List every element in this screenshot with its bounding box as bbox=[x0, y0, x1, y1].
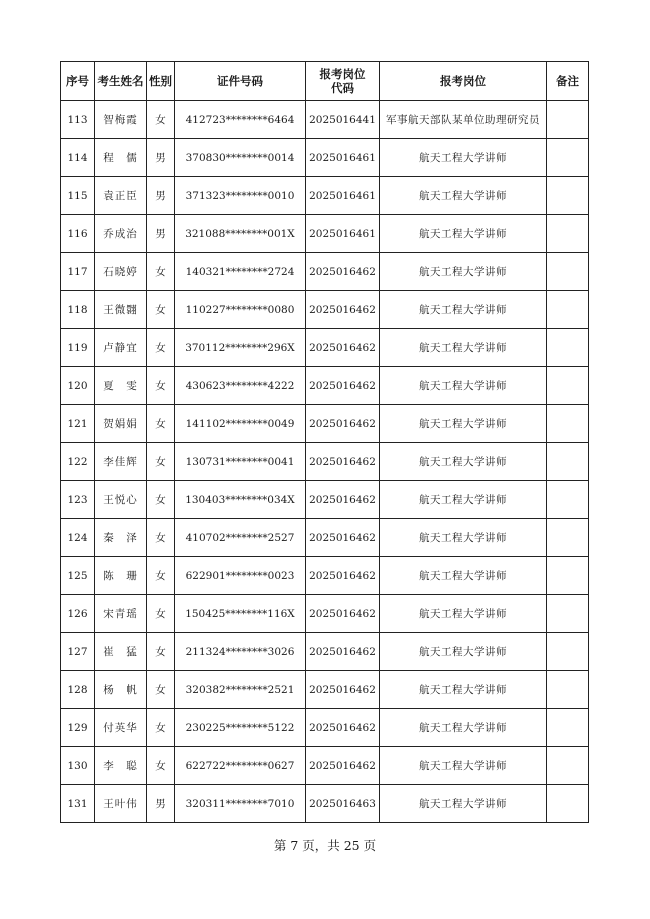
cell-name: 王悦心 bbox=[95, 481, 147, 519]
cell-gender: 女 bbox=[147, 747, 175, 785]
cell-id-number: 371323********0010 bbox=[175, 177, 306, 215]
cell-id-number: 320311********7010 bbox=[175, 785, 306, 823]
cell-id-number: 622901********0023 bbox=[175, 557, 306, 595]
cell-position: 航天工程大学讲师 bbox=[380, 291, 547, 329]
cell-position: 航天工程大学讲师 bbox=[380, 747, 547, 785]
cell-position: 航天工程大学讲师 bbox=[380, 367, 547, 405]
header-name: 考生姓名 bbox=[95, 62, 147, 101]
table-row bbox=[61, 671, 589, 709]
cell-position-code: 2025016462 bbox=[306, 595, 380, 633]
cell-position-code: 2025016462 bbox=[306, 633, 380, 671]
cell-position: 航天工程大学讲师 bbox=[380, 595, 547, 633]
cell-position: 军事航天部队某单位助理研究员 bbox=[380, 101, 547, 139]
cell-position: 航天工程大学讲师 bbox=[380, 177, 547, 215]
cell-position: 航天工程大学讲师 bbox=[380, 557, 547, 595]
cell-name: 卢静宜 bbox=[95, 329, 147, 367]
cell-name: 宋青瑶 bbox=[95, 595, 147, 633]
cell-remarks bbox=[547, 557, 589, 595]
cell-position-code: 2025016462 bbox=[306, 291, 380, 329]
cell-position-code: 2025016462 bbox=[306, 671, 380, 709]
cell-position-code: 2025016461 bbox=[306, 177, 380, 215]
cell-position: 航天工程大学讲师 bbox=[380, 633, 547, 671]
cell-remarks bbox=[547, 747, 589, 785]
cell-index: 129 bbox=[61, 709, 95, 747]
cell-name: 王叶伟 bbox=[95, 785, 147, 823]
table-row bbox=[61, 139, 589, 177]
cell-position-code: 2025016461 bbox=[306, 139, 380, 177]
cell-index: 119 bbox=[61, 329, 95, 367]
header-remarks: 备注 bbox=[547, 62, 589, 101]
cell-gender: 女 bbox=[147, 557, 175, 595]
cell-id-number: 150425********116X bbox=[175, 595, 306, 633]
cell-id-number: 211324********3026 bbox=[175, 633, 306, 671]
cell-remarks bbox=[547, 291, 589, 329]
cell-gender: 女 bbox=[147, 709, 175, 747]
page-number: 第 7 页，共 25 页 bbox=[273, 838, 377, 853]
cell-index: 126 bbox=[61, 595, 95, 633]
cell-id-number: 110227********0080 bbox=[175, 291, 306, 329]
cell-name: 陈 珊 bbox=[95, 557, 147, 595]
cell-index: 118 bbox=[61, 291, 95, 329]
cell-position-code: 2025016462 bbox=[306, 481, 380, 519]
table-row bbox=[61, 101, 589, 139]
header-position-code-line1: 报考岗位 bbox=[319, 67, 366, 81]
header-index: 序号 bbox=[61, 62, 95, 101]
table-row bbox=[61, 519, 589, 557]
cell-position-code: 2025016462 bbox=[306, 443, 380, 481]
cell-index: 131 bbox=[61, 785, 95, 823]
cell-gender: 女 bbox=[147, 671, 175, 709]
cell-index: 115 bbox=[61, 177, 95, 215]
cell-position: 航天工程大学讲师 bbox=[380, 253, 547, 291]
cell-remarks bbox=[547, 405, 589, 443]
table-row bbox=[61, 557, 589, 595]
cell-index: 121 bbox=[61, 405, 95, 443]
cell-remarks bbox=[547, 367, 589, 405]
table-row bbox=[61, 785, 589, 823]
cell-position-code: 2025016463 bbox=[306, 785, 380, 823]
cell-name: 智梅霞 bbox=[95, 101, 147, 139]
table-row bbox=[61, 177, 589, 215]
cell-index: 116 bbox=[61, 215, 95, 253]
cell-name: 李佳辉 bbox=[95, 443, 147, 481]
cell-remarks bbox=[547, 671, 589, 709]
cell-gender: 女 bbox=[147, 329, 175, 367]
cell-position-code: 2025016462 bbox=[306, 709, 380, 747]
cell-gender: 女 bbox=[147, 367, 175, 405]
cell-name: 夏 雯 bbox=[95, 367, 147, 405]
cell-position: 航天工程大学讲师 bbox=[380, 405, 547, 443]
cell-id-number: 430623********4222 bbox=[175, 367, 306, 405]
cell-remarks bbox=[547, 633, 589, 671]
cell-name: 乔成治 bbox=[95, 215, 147, 253]
table-header-row bbox=[61, 62, 589, 101]
cell-remarks bbox=[547, 595, 589, 633]
cell-name: 付英华 bbox=[95, 709, 147, 747]
cell-gender: 女 bbox=[147, 443, 175, 481]
table-row bbox=[61, 367, 589, 405]
header-position: 报考岗位 bbox=[380, 62, 547, 101]
cell-remarks bbox=[547, 709, 589, 747]
cell-position-code: 2025016461 bbox=[306, 215, 380, 253]
cell-position-code: 2025016462 bbox=[306, 329, 380, 367]
cell-index: 114 bbox=[61, 139, 95, 177]
cell-id-number: 230225********5122 bbox=[175, 709, 306, 747]
cell-id-number: 370112********296X bbox=[175, 329, 306, 367]
cell-position-code: 2025016441 bbox=[306, 101, 380, 139]
cell-gender: 女 bbox=[147, 253, 175, 291]
table-row bbox=[61, 291, 589, 329]
cell-remarks bbox=[547, 481, 589, 519]
cell-index: 125 bbox=[61, 557, 95, 595]
cell-gender: 男 bbox=[147, 139, 175, 177]
cell-remarks bbox=[547, 253, 589, 291]
cell-gender: 女 bbox=[147, 519, 175, 557]
header-id-number: 证件号码 bbox=[175, 62, 306, 101]
cell-position: 航天工程大学讲师 bbox=[380, 139, 547, 177]
table-row bbox=[61, 253, 589, 291]
cell-id-number: 622722********0627 bbox=[175, 747, 306, 785]
cell-remarks bbox=[547, 443, 589, 481]
table-row bbox=[61, 405, 589, 443]
cell-position: 航天工程大学讲师 bbox=[380, 671, 547, 709]
cell-remarks bbox=[547, 329, 589, 367]
cell-name: 袁正臣 bbox=[95, 177, 147, 215]
cell-remarks bbox=[547, 101, 589, 139]
cell-index: 128 bbox=[61, 671, 95, 709]
cell-id-number: 130403********034X bbox=[175, 481, 306, 519]
cell-position-code: 2025016462 bbox=[306, 747, 380, 785]
cell-gender: 男 bbox=[147, 785, 175, 823]
cell-position: 航天工程大学讲师 bbox=[380, 709, 547, 747]
cell-id-number: 140321********2724 bbox=[175, 253, 306, 291]
table-row bbox=[61, 215, 589, 253]
header-position-code-line2: 代码 bbox=[331, 81, 354, 95]
cell-name: 崔 猛 bbox=[95, 633, 147, 671]
cell-name: 王微翾 bbox=[95, 291, 147, 329]
table-row bbox=[61, 329, 589, 367]
cell-index: 122 bbox=[61, 443, 95, 481]
cell-position-code: 2025016462 bbox=[306, 253, 380, 291]
cell-gender: 女 bbox=[147, 633, 175, 671]
header-position-code bbox=[306, 62, 380, 101]
cell-name: 贺娟娟 bbox=[95, 405, 147, 443]
cell-id-number: 141102********0049 bbox=[175, 405, 306, 443]
cell-index: 117 bbox=[61, 253, 95, 291]
cell-remarks bbox=[547, 139, 589, 177]
candidate-table bbox=[60, 61, 589, 823]
cell-index: 120 bbox=[61, 367, 95, 405]
cell-name: 程 儒 bbox=[95, 139, 147, 177]
cell-id-number: 412723********6464 bbox=[175, 101, 306, 139]
cell-index: 123 bbox=[61, 481, 95, 519]
table-row bbox=[61, 633, 589, 671]
cell-gender: 女 bbox=[147, 291, 175, 329]
cell-index: 127 bbox=[61, 633, 95, 671]
cell-gender: 女 bbox=[147, 101, 175, 139]
cell-remarks bbox=[547, 519, 589, 557]
header-gender: 性别 bbox=[147, 62, 175, 101]
cell-gender: 女 bbox=[147, 481, 175, 519]
cell-id-number: 370830********0014 bbox=[175, 139, 306, 177]
cell-name: 李 聪 bbox=[95, 747, 147, 785]
cell-index: 130 bbox=[61, 747, 95, 785]
table-row bbox=[61, 747, 589, 785]
table-row bbox=[61, 443, 589, 481]
cell-position-code: 2025016462 bbox=[306, 367, 380, 405]
cell-position: 航天工程大学讲师 bbox=[380, 329, 547, 367]
cell-id-number: 321088********001X bbox=[175, 215, 306, 253]
cell-gender: 女 bbox=[147, 595, 175, 633]
cell-name: 杨 帆 bbox=[95, 671, 147, 709]
cell-position-code: 2025016462 bbox=[306, 557, 380, 595]
cell-remarks bbox=[547, 177, 589, 215]
cell-name: 石晓婷 bbox=[95, 253, 147, 291]
table-row bbox=[61, 595, 589, 633]
cell-position-code: 2025016462 bbox=[306, 405, 380, 443]
cell-gender: 女 bbox=[147, 405, 175, 443]
cell-position: 航天工程大学讲师 bbox=[380, 443, 547, 481]
cell-position: 航天工程大学讲师 bbox=[380, 481, 547, 519]
cell-position: 航天工程大学讲师 bbox=[380, 785, 547, 823]
cell-index: 113 bbox=[61, 101, 95, 139]
cell-id-number: 130731********0041 bbox=[175, 443, 306, 481]
cell-remarks bbox=[547, 785, 589, 823]
cell-position-code: 2025016462 bbox=[306, 519, 380, 557]
table-row bbox=[61, 709, 589, 747]
cell-index: 124 bbox=[61, 519, 95, 557]
cell-gender: 男 bbox=[147, 177, 175, 215]
cell-remarks bbox=[547, 215, 589, 253]
cell-position: 航天工程大学讲师 bbox=[380, 519, 547, 557]
cell-name: 秦 泽 bbox=[95, 519, 147, 557]
table-row bbox=[61, 481, 589, 519]
cell-position: 航天工程大学讲师 bbox=[380, 215, 547, 253]
cell-id-number: 320382********2521 bbox=[175, 671, 306, 709]
cell-gender: 男 bbox=[147, 215, 175, 253]
cell-id-number: 410702********2527 bbox=[175, 519, 306, 557]
